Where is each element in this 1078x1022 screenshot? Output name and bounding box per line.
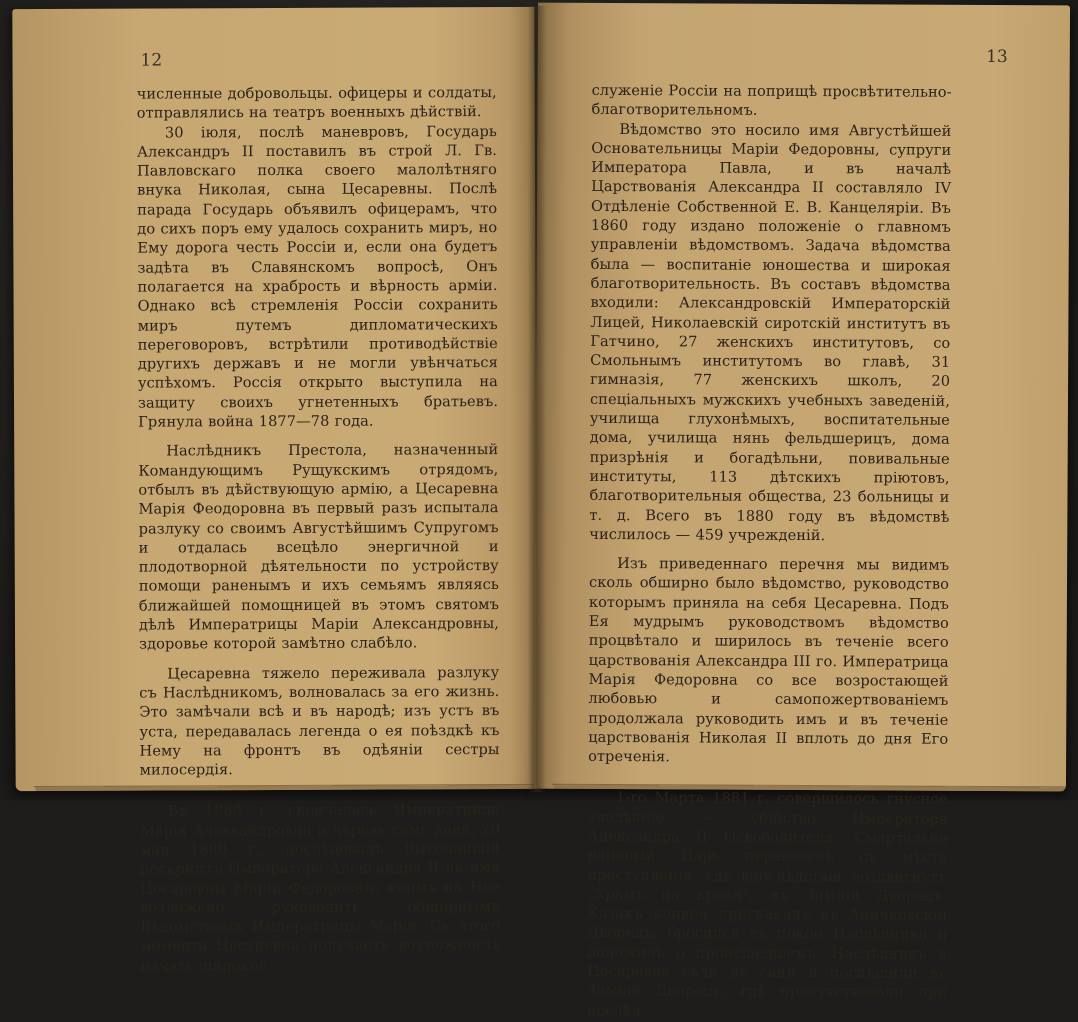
page-body bbox=[137, 83, 501, 976]
page-number: 13 bbox=[986, 46, 1008, 68]
page-edge bbox=[552, 770, 1066, 788]
left-page bbox=[12, 7, 537, 975]
paragraph: Наслѣдникъ Престола, назначенный Командующимъ Рущукскимъ отрядомъ, отбылъ въ дѣйствующую армiю, а Цесаревна Марiя Феодоровна въ первый разъ испытала разлуку со своимъ Августѣйшимъ Супругомъ и отдалась всецѣло энергичной и плодотворной дѣятельности по устройству помощи раненымъ и ихъ семьямъ являясь ближайшей помощницей въ этомъ святомъ дѣлѣ Императрицы Марiи Александровны, здоровье которой замѣтно слабѣло. bbox=[138, 441, 500, 653]
paragraph: 1-го Марта 1881 г. совершилось гнусное злодѣянiе — убiйство Императора Александра II Освободителя. Смертельно раненый Царь перевезенъ съ мѣста преступленiя, гдѣ впослѣдствiи воздвигнутъ „Храмъ на крови“, въ Зимнiй Дворецъ. Казакъ конвоя прискакалъ въ Аничковскiй Дворецъ, бросился въ покои Наслѣдника и доложилъ о происшедшемъ. Наслѣдникъ и Цесаревна сѣли въ сани и поспѣшили въ Зимнiй Дворецъ, гдѣ присутствовали при послѣд- bbox=[586, 789, 948, 1019]
paragraph: Въ 1880 г. скончалась Императрица Марiя Александровна и черезъ семь дней, 29 мая 1880 г., послѣдовалъ Высочайшiй рескриптъ Императора Александра II на имя Цесаревны Марiи Федоровны, коимъ на Нее возложено руководить обширнымъ Вѣдомствомъ Императрицы Марiи. Съ этого момента Цесаревна получаетъ возможность начать широкое bbox=[139, 801, 501, 975]
right-page bbox=[534, 3, 1070, 1019]
paragraph: Цесаревна тяжело переживала разлуку съ Наслѣдникомъ, волновалась за его жизнь. Это замѣчали всѣ и въ народѣ; изъ устъ въ уста, передавалась легенда о ея поѣздкѣ къ Нему на фронтъ въ одѣянiи сестры милосердiя. bbox=[139, 663, 500, 779]
page-body bbox=[587, 81, 952, 1022]
paragraph: численные добровольцы. офицеры и солдаты, отправлялись на театръ военныхъ дѣйствiй. bbox=[136, 84, 497, 122]
page-number: 12 bbox=[140, 50, 163, 71]
paragraph: служенiе Россiи на поприщѣ просвѣтительно-благотворительномъ. bbox=[591, 81, 952, 120]
paragraph: Изъ приведеннаго перечня мы видимъ сколь обширно было вѣдомство, руководство которымъ приняла на себя Цесаревна. Подъ Ея мудрымъ руководствомъ вѣдомство процвѣтало и ширилось въ теченiе всего царствованiя Александра III го. Императрица Марiя Федоровна со все возростающей любовью и самопожертвованiемъ продолжала руководить имъ и въ теченiе царствованiя Николая II вплоть до дня Его отреченiя. bbox=[588, 555, 950, 766]
paragraph: 30 iюля, послѣ маневровъ, Государь Александръ II поставилъ въ строй Л. Гв. Павловскаго полка своего малолѣтняго внука Николая, сына Цесаревны. Послѣ парада Государь объявилъ офицерамъ, что до сихъ поръ ему удалось сохранить миръ, но Ему дорога честь Россiи и, если она будетъ задѣта въ Славянскомъ вопросѣ, Онъ полагается на храбрость и вѣрность армiи. Однако всѣ стремленiя Россiи сохранить миръ путемъ дипломатическихъ переговоровъ, встрѣтили противодѣйствiе другихъ державъ и не могли увѣнчаться успѣхомъ. Россiя открыто выступила на защиту своихъ угнетенныхъ братьевъ. Грянула война 1877—78 года. bbox=[136, 122, 499, 431]
paragraph: Вѣдомство это носило имя Августѣйшей Основательницы Марiи Федоровны, супруги Императора Павла, и въ началѣ Царствованiя Александра II составляло IV Отдѣленiе Собственной Е. В. Канцелярiи. Въ 1860 году издано положенiе о главномъ управленiи вѣдомствомъ. Задача вѣдомства была — воспитанiе юношества и широкая благотворительность. Въ составъ вѣдомства входили: Александровскiй Императорскiй Лицей, Николаевскiй сиротскiй институтъ въ Гатчино, 27 женскихъ институтовъ, со Смольнымъ институтомъ во главѣ, 31 гимназiя, 77 женскихъ школъ, 20 спецiальныхъ мужскихъ учебныхъ заведенiй, училища глухонѣмыхъ, воспитательные дома, училища нянь фельдшерицъ, дома призрѣнiя и богадѣльни, повивальные институты, 113 дѣтскихъ прiютовъ, благотворительныя общества, 23 больницы и т. д. Всего въ 1880 году въ вѣдомствѣ числилось — 459 учрежденiй. bbox=[589, 120, 952, 544]
page-edge bbox=[34, 770, 538, 787]
book-gutter bbox=[528, 6, 546, 792]
